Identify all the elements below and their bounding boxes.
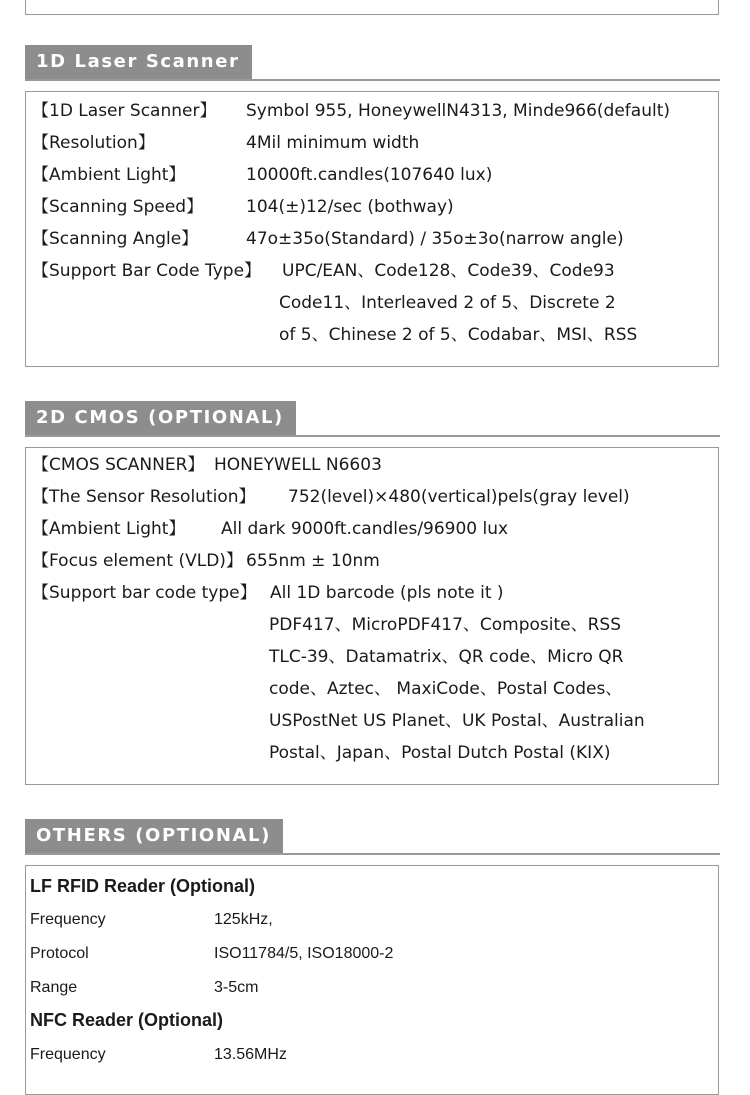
spec-value: 10000ft.candles(107640 lux): [246, 165, 493, 185]
spec-value: All 1D barcode (pls note it ): [270, 583, 504, 603]
rfid-title: LF RFID Reader (Optional): [30, 876, 255, 896]
spec-value: UPC/EAN、Code128、Code39、Code93: [282, 261, 615, 281]
spec-value-continued: of 5、Chinese 2 of 5、Codabar、MSI、RSS: [279, 325, 638, 345]
rfid-frequency-label: Frequency: [30, 911, 106, 928]
nfc-frequency-label: Frequency: [30, 1046, 106, 1063]
rfid-protocol-label: Protocol: [30, 945, 89, 962]
spec-value: 752(level)×480(vertical)pels(gray level): [288, 487, 630, 507]
rfid-range-value: 3-5cm: [214, 979, 259, 996]
rfid-frequency-value: 125kHz,: [214, 911, 273, 928]
nfc-title: NFC Reader (Optional): [30, 1010, 224, 1030]
laser-header-rule: [25, 79, 720, 81]
spec-label: 【Scanning Speed】: [32, 197, 204, 217]
spec-value-continued: code、Aztec、 MaxiCode、Postal Codes、: [269, 679, 623, 699]
spec-label: 【1D Laser Scanner】: [32, 101, 217, 121]
spec-value: 655nm ± 10nm: [246, 551, 380, 571]
rfid-protocol-value: ISO11784/5, ISO18000-2: [214, 945, 394, 962]
spec-value: Symbol 955, HoneywellN4313, Minde966(default): [246, 101, 671, 121]
spec-label: 【Focus element (VLD)】: [32, 551, 243, 571]
spec-label: 【Support Bar Code Type】: [32, 261, 262, 281]
spec-value: 47o±35o(Standard) / 35o±3o(narrow angle): [246, 229, 624, 249]
spec-value-continued: PDF417、MicroPDF417、Composite、RSS: [269, 615, 622, 635]
nfc-frequency-value: 13.56MHz: [214, 1046, 287, 1063]
rfid-range-label: Range: [30, 979, 78, 996]
spec-value: 4Mil minimum width: [246, 133, 420, 153]
spec-label: 【Resolution】: [32, 133, 155, 153]
laser-section-header: 1D Laser Scanner: [25, 45, 252, 79]
spec-label: 【Scanning Angle】: [32, 229, 199, 249]
spec-label: 【Ambient Light】: [32, 519, 186, 539]
spec-value: HONEYWELL N6603: [214, 455, 382, 475]
cmos-section-header: 2D CMOS (OPTIONAL): [25, 401, 296, 435]
others-section-header: OTHERS (OPTIONAL): [25, 819, 283, 853]
spec-value: 104(±)12/sec (bothway): [246, 197, 454, 217]
others-spec-box: [25, 865, 719, 1095]
spec-value-continued: Code11、Interleaved 2 of 5、Discrete 2: [279, 293, 616, 313]
others-header-rule: [25, 853, 720, 855]
spec-label: 【Ambient Light】: [32, 165, 186, 185]
laser-spec-box: [25, 91, 719, 367]
spec-label: 【Support bar code type】: [32, 583, 257, 603]
previous-section-box: [25, 0, 719, 15]
spec-label: 【CMOS SCANNER】: [32, 455, 205, 475]
cmos-header-rule: [25, 435, 720, 437]
spec-value: All dark 9000ft.candles/96900 lux: [221, 519, 509, 539]
spec-value-continued: USPostNet US Planet、UK Postal、Australian: [269, 711, 645, 731]
spec-label: 【The Sensor Resolution】: [32, 487, 256, 507]
cmos-spec-box: [25, 447, 719, 785]
spec-value-continued: TLC-39、Datamatrix、QR code、Micro QR: [269, 647, 624, 667]
spec-value-continued: Postal、Japan、Postal Dutch Postal (KIX): [269, 743, 611, 763]
